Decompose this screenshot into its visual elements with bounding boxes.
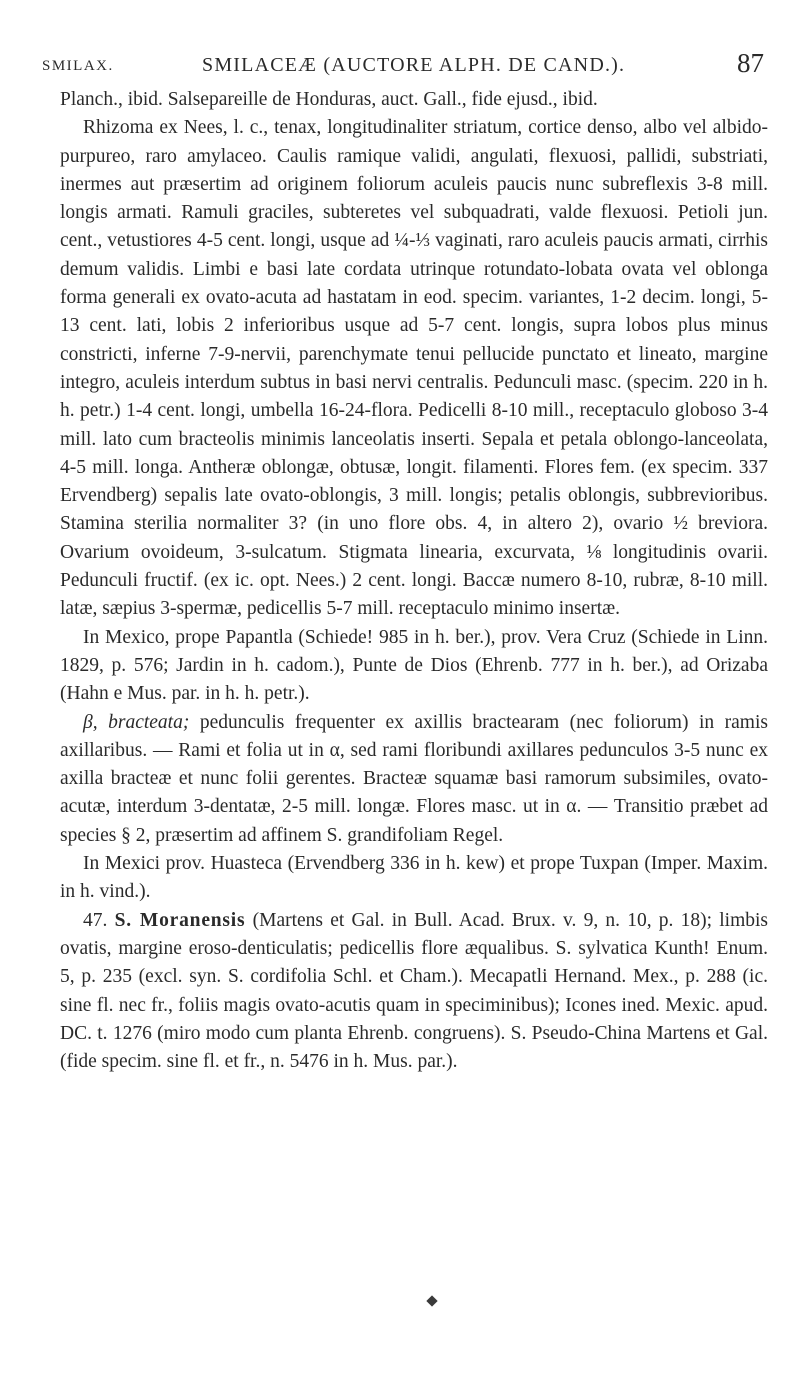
page-header: [42, 44, 764, 84]
body-text: [60, 86, 768, 1076]
synonym-text: Planch., ibid. Salsepareille de Honduras, auct. Gall., fide ejusd., ibid.: [60, 89, 598, 110]
species-number: 47.: [83, 909, 108, 931]
distribution-text: In Mexico, prope Papantla (Schiede! 985 in h. ber.), prov. Vera Cruz (Schiede in Linn. 1829, p. 576; Jardin in h. cadom.), Punte de Dios (Ehrenb. 777 in h. ber.), ad Orizaba (Hahn e Mus. par. in h. h. petr.).: [60, 626, 768, 705]
variety-name: β, bracteata;: [83, 711, 190, 733]
running-head-family: SMILACEÆ (AUCTORE ALPH. DE CAND.).: [202, 54, 626, 76]
species-text: (Martens et Gal. in Bull. Acad. Brux. v. 9, n. 10, p. 18); limbis ovatis, margine eroso-denticulatis; pedicellis flore æqualibus. S. sylvatica Kunth! Enum. 5, p. 235 (excl. syn. S. cordifolia Schl. et Cham.). Mecapatli Hernand. Mex., p. 288 (ic. sine fl. nec fr., foliis magis ovato-acutis quam in speciminibus); Icones ined. Mexic. apud. DC. t. 1276 (miro modo cum planta Ehrenb. congruens). S. Pseudo-China Martens et Gal. (fide specim. sine fl. et fr., n. 5476 in h. Mus. par.).: [60, 909, 769, 1073]
running-head-genus: SMILAX.: [42, 58, 114, 74]
variety-distribution-text: In Mexici prov. Huasteca (Ervendberg 336 in h. kew) et prope Tuxpan (Imper. Maxim. in h. vind.).: [60, 853, 768, 903]
variety-paragraph: [60, 709, 768, 850]
synonym-paragraph: [60, 86, 768, 114]
ornament-mark: [426, 1295, 437, 1306]
description-text: Rhizoma ex Nees, l. c., tenax, longitudinaliter striatum, cortice denso, albo vel albido-purpureo, raro amylaceo. Caulis ramique validi, angulati, flexuosi, pallidi, substriati, inermes aut præsertim ad originem foliorum aculeis paucis nunc subreflexis 3-8 mill. longis armati. Ramuli graciles, subteretes vel subquadrati, valde flexuosi. Petioli jun. cent., vetustiores 4-5 cent. longi, usque ad ¼-⅓ vaginati, raro aculeis paucis armati, cirrhis demum validis. Limbi e basi late cordata utrinque rotundato-lobata ovata vel oblonga forma generali ex ovato-acuta ad hastatam in eod. specim. variantes, 1-2 decim. longi, 5-13 cent. lati, lobis 2 inferioribus usque ad 5-7 cent. longis, supra lobos plus minus constricti, inferne 7-9-nervii, parenchymate tenui pellucide punctato et lineato, margine integro, aculeis interdum subtus in basi nervi centralis. Pedunculi masc. (specim. 220 in h. h. petr.) 1-4 cent. longi, umbella 16-24-flora. Pedicelli 8-10 mill., receptaculo globoso 3-4 mill. lato cum bracteolis minimis lanceolatis inserti. Sepala et petala oblongo-lanceolata, 4-5 mill. longa. Antheræ oblongæ, obtusæ, longit. filamenti. Flores fem. (ex specim. 337 Ervendberg) sepalis late ovato-oblongis, 3 mill. longis; petalis oblongis, subbrevioribus. Stamina sterilia normaliter 3? (in uno flore obs. 4, in altero 2), ovario ½ breviora. Ovarium ovoideum, 3-sulcatum. Stigmata linearia, excurvata, ⅛ longitudinis ovarii. Pedunculi fructif. (ex ic. opt. Nees.) 2 cent. longi. Baccæ numero 8-10, rubræ, 8-10 mill. latæ, sæpius 3-spermæ, pedicellis 5-7 mill. receptaculo minimo insertæ.: [60, 117, 768, 620]
variety-distribution-paragraph: [60, 850, 768, 907]
species-paragraph: [60, 907, 768, 1077]
description-paragraph: [60, 114, 768, 623]
page-number: 87: [737, 48, 764, 78]
distribution-paragraph: [60, 624, 768, 709]
variety-text: pedunculis frequenter ex axillis bractearam (nec foliorum) in ramis axillaribus. — Rami et folia ut in α, sed rami floribundi axillares pedunculos 3-5 nunc ex axilla bracteæ et nunc folii gerentes. Bracteæ squamæ basi ramorum subsimiles, ovato-acutæ, interdum 3-dentatæ, 2-5 mill. longæ. Flores masc. ut in α. — Transitio præbet ad species § 2, præsertim ad affinem S. grandifoliam Regel.: [60, 711, 768, 846]
species-name: S. Moranensis: [114, 909, 246, 931]
